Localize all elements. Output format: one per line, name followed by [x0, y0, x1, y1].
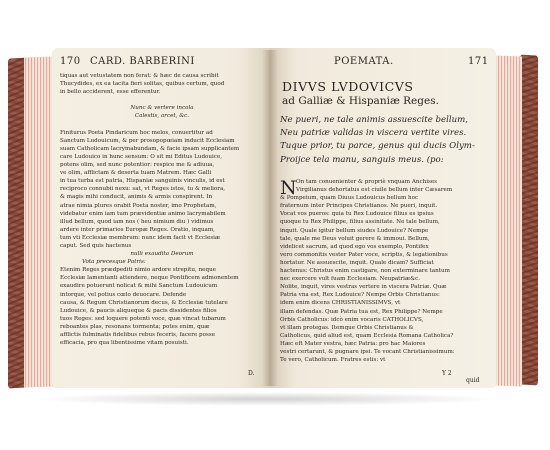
text-line: Ecclesiæ lamentanti attendere, neque Pontificem admonentem [60, 275, 239, 282]
text-line: reciproco connubii nexu: sat, vt Reges istos, tu & meliora, [60, 186, 226, 193]
text-line: hortatur. Ne assuescite, inquit. Quale dicam? Sufficiat [280, 259, 434, 266]
text-line: quoque tu Rex Philippe, filius assinitate. Ne tale bellum, [280, 219, 440, 226]
text-line: nec exercere vult fuam Ecclesiam. Neupatriæ&c. [280, 276, 421, 283]
text-line: in bello acciderent, esse efferentur. [60, 89, 161, 96]
page-edges-right [494, 56, 522, 387]
text-line: Vocat vos pueros: quia tu Rex Ludouice filius es ipsius [280, 211, 434, 218]
right-page [270, 48, 496, 388]
left-running-title: CARD. BARBERINI [90, 56, 195, 67]
text-line: illam defendas. Quæ Patria tua est, Rex Philippe? Nempe [280, 308, 443, 315]
text-line: tuos Reges: sed loquere potenti voce, quæ vincat tubarum [60, 315, 226, 322]
text-line: ardere inter primarios Europæ Reges. Oratio, inquam, [60, 226, 215, 233]
verse-line: Tuque prior, tu parce, genus qui ducis Olym- [280, 141, 475, 152]
text-line: videlicet sacrum, ad quod ego vos exemplo, Pontifex [280, 243, 429, 250]
left-text-block [60, 72, 264, 347]
text-line: causa, & Regum Christianorum decus, & Ecclesiæ tutelare [60, 299, 228, 306]
drop-capital: N [280, 177, 297, 199]
text-line: tale, quale me Deus voluit gerere & immoui. Bellum, [280, 235, 430, 242]
text-line: hactenus: Christus enim castigare, non exterminare tantum [280, 268, 450, 275]
text-line: Thucydides, ex ea tacita fieri solitas, quibus certum, quod [60, 81, 225, 88]
page-edges-left [24, 56, 54, 387]
book-shadow [30, 392, 500, 406]
text-line: atrae nimia plures orabit Poeta noster, imo Prophetam, [60, 202, 217, 209]
text-line: fraternum inter Principes Christianos. Ne pueri, inquit. [280, 203, 438, 210]
book-gutter [262, 50, 278, 386]
left-page-number: 170 [60, 56, 81, 67]
quote-line: Calestis, arcet, &c. [134, 113, 190, 120]
text-line [60, 96, 264, 104]
text-line: tiquas aut vetustatem non ferat: & hæc de causa scribit [60, 73, 219, 79]
text-line: efficacia, pro qua libentissime vitam posuisti. [60, 340, 189, 347]
text-line: ve olim, afflictam & deserta tuam Matrem. Hæc Galli [60, 170, 212, 177]
text-line: Patria vna est, Rex Ludouice? Nempe Orbis Christianus: [280, 292, 440, 299]
text-line: afflictis fulminatis fidelibus rebus feceris, facere posse [60, 332, 216, 338]
text-line: Etenim Reges prædpediti nimio ardore strepitu, neque [60, 267, 216, 274]
text-line: vero commonitis vester Pater voce, scriptis, & legationibus [280, 251, 448, 258]
text-line: vt illam protegas. Itemque Orbis Christianus & [280, 324, 414, 331]
text-line: Nolite, inquit, vires vestras vertere in viscera Patriæ. Quæ [280, 284, 447, 291]
text-line: caput. Sed quis hactenus [60, 242, 132, 249]
verse-line: Neu patriæ validas in viscera vertite vires. [280, 128, 467, 139]
text-line: Catholicus, quid aliud est, quam Ecclesia Romana Catholica? [280, 332, 454, 339]
text-line: tum vti Ecclesiæ membrum: nunc idem facit vt Ecclesiæ [60, 234, 221, 241]
poem-subtitle: ad Galliæ & Hispaniæ Reges. [282, 95, 439, 107]
text-line: videbatur enim iam tum prævidentiæ animo lacrymabilem [60, 210, 226, 217]
text-line: exaudire potuerunt nolicat & mihi Sanctum Ludouicum [60, 283, 218, 290]
text-line: & magis mihi conducit, animis & armis conspirent. In [60, 194, 213, 201]
text-line: Finiturus Poeta Pindaricum hoc melos, conuertitur ad [60, 129, 213, 136]
text-line: care Ludouico in hunc sensum: O sit mi Editus Ludouice, [60, 153, 223, 160]
left-page [52, 48, 270, 388]
text-line: in tua turba est patria, Hispaniæ sanguinis vinculis, id est [60, 178, 225, 185]
text-line: On tam conuenienter & propriè vnquam Anchises [296, 179, 438, 185]
left-catchword: D. [248, 370, 255, 377]
text-line: Ludouice, & paucis aliqueque & pacis dissidentes filios [60, 307, 217, 314]
verse-line: Proijce tela manu, sanguis meus. (po: [280, 154, 444, 165]
quote-line: Vota precesque Patris: [82, 259, 146, 266]
text-line: illud bellum, quod iam nos ( heu nimium diu ) vidimus [60, 218, 214, 225]
quote-line: Nunc & vertere incola [130, 105, 194, 112]
text-line [60, 121, 264, 129]
text-line: Orbis Catholicus: idcò enim vocaris CATHOLICVS, [280, 316, 424, 323]
text-line: Sanctum Ludouicum, & per prosopopœiam inducit Ecclesiam [60, 137, 235, 144]
text-line: Te vero, Catholicum. Fratres estis: vt [280, 357, 386, 364]
text-line: Hæc eft Mater vestra, hæc Patria: pro hac Maiores [280, 340, 426, 347]
poem-verse [280, 114, 492, 167]
right-catchword: quid [466, 377, 480, 384]
text-line: potens olim, sed nunc potentior: respice me & adiuua, [60, 162, 215, 169]
text-line: Virgilianus dehortatus est ciuile bellum inter Cæsarem [296, 187, 453, 194]
quote-line: nulli exaudita Deorum [130, 251, 194, 258]
text-line: reboantes plas, resonans tormenta; potes enim, quæ [60, 323, 210, 330]
text-line: & Pompeium, quam Diuus Ludouicus bellum hoc [280, 195, 419, 202]
right-page-number: 171 [468, 56, 489, 67]
right-signature: Y 2 [442, 370, 452, 377]
right-text-block [280, 178, 492, 364]
text-line: intorque, vel potius cœlo deuocare. Defende [60, 291, 187, 298]
marbled-board-right [520, 55, 538, 386]
verse-line: Ne pueri, ne tale animis assuescite bellum, [280, 115, 469, 125]
text-line: vestri certarunt, & pugnare ipsi. Te vocant Christianissimum: [280, 348, 455, 355]
text-line: inquit. Quale igitur bellum siudes Ludouice? Nempe [280, 227, 429, 234]
right-running-title: POEMATA. [334, 56, 394, 67]
poem-title: DIVVS LVDOVICVS [282, 79, 414, 94]
text-line: suam Catholicam lacrymabundam, & facie ipsam supplicantem [60, 145, 240, 152]
text-line: idem enim dicens CHRISTIANISSIMVS, vt [280, 300, 401, 307]
